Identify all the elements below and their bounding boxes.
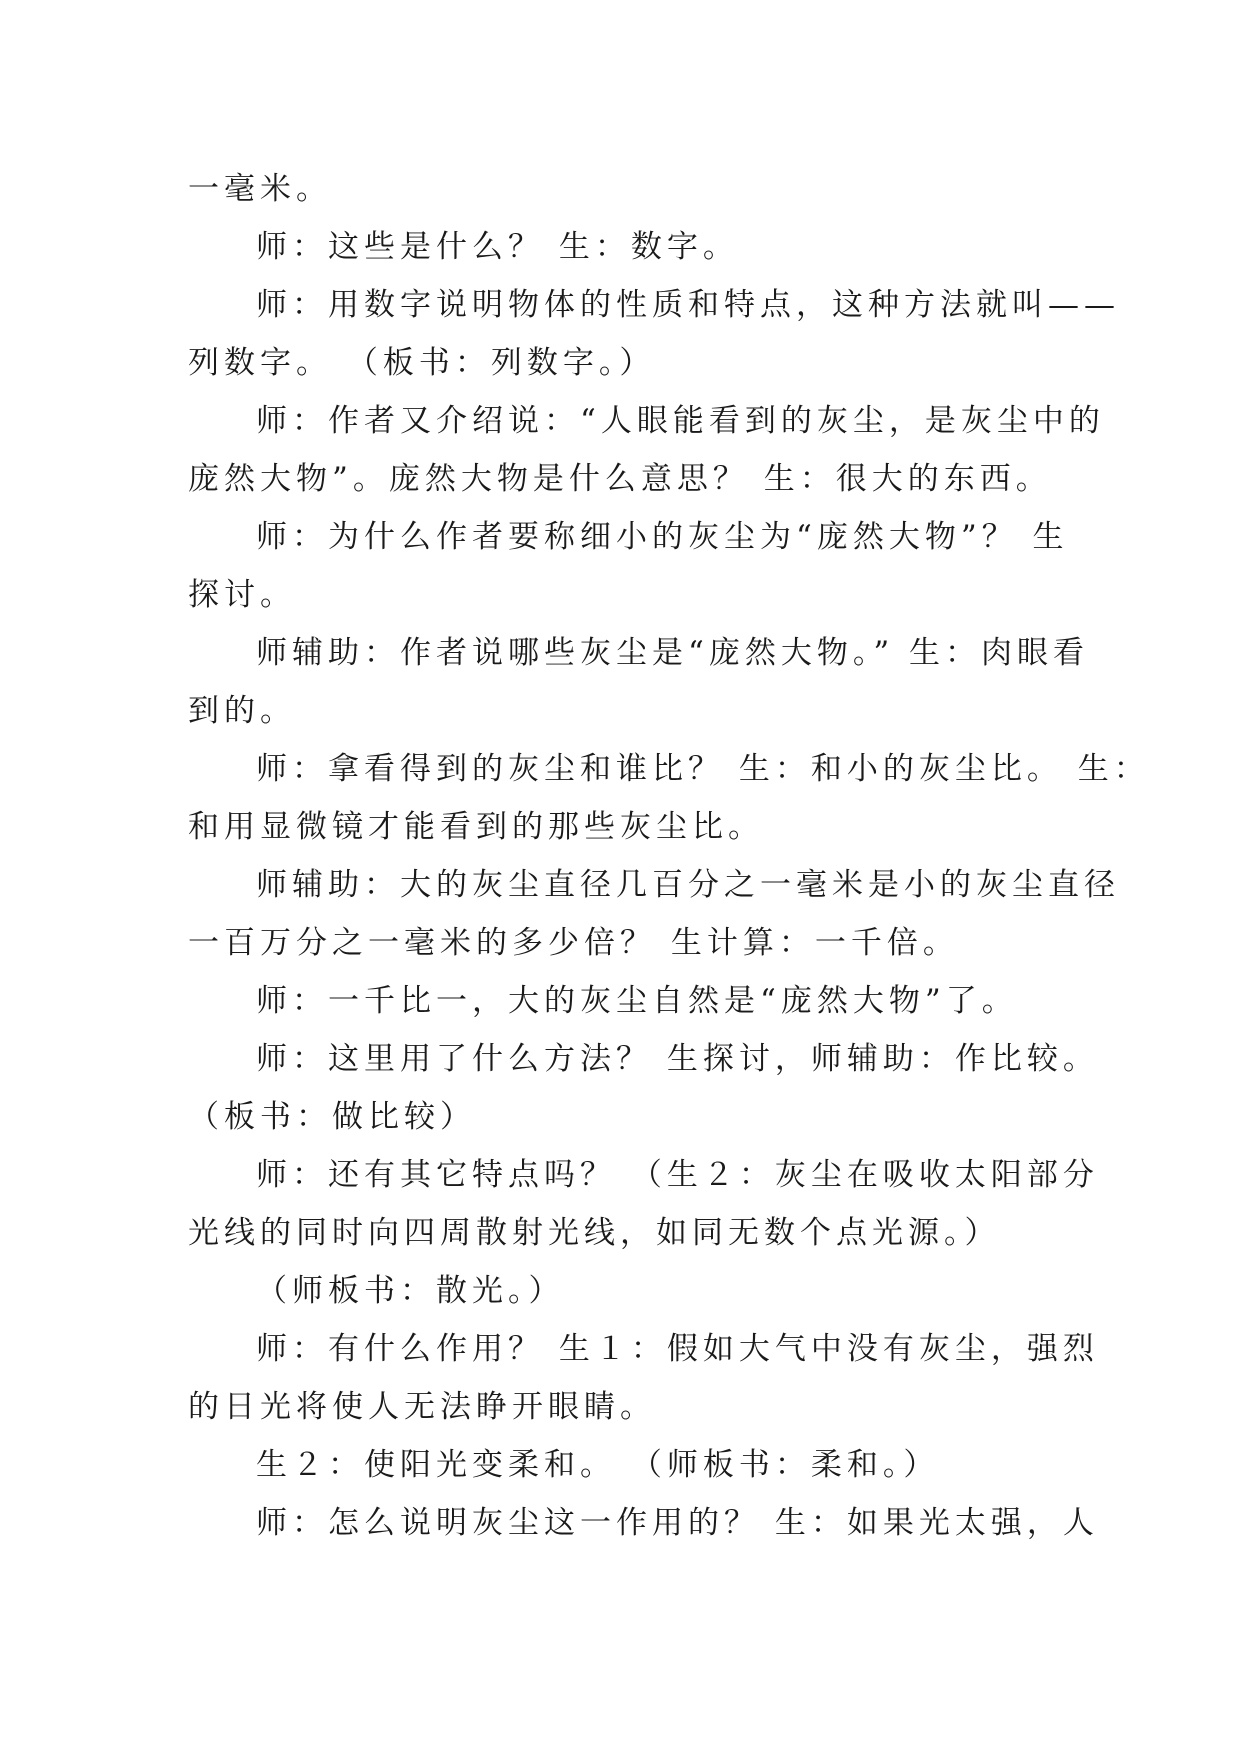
- text-line-24: 师：怎么说明灰尘这一作用的？ 生：如果光太强，人: [256, 1505, 1099, 1541]
- text-line-15: 师：一千比一，大的灰尘自然是“庞然大物”了。: [256, 983, 1018, 1019]
- text-line-11: 师：拿看得到的灰尘和谁比？ 生：和小的灰尘比。 生：: [256, 751, 1150, 787]
- text-line-5: 师：作者又介绍说：“人眼能看到的灰尘，是灰尘中的: [256, 403, 1105, 439]
- text-line-23: 生２：使阳光变柔和。 （师板书：柔和。）: [256, 1447, 940, 1483]
- text-line-8: 探讨。: [188, 577, 296, 613]
- text-line-4: 列数字。 （板书：列数字。）: [188, 345, 656, 381]
- text-line-16: 师：这里用了什么方法？ 生探讨，师辅助：作比较。: [256, 1041, 1099, 1077]
- text-line-10: 到的。: [188, 693, 296, 729]
- text-line-20: （师板书：散光。）: [256, 1273, 565, 1309]
- text-line-22: 的日光将使人无法睁开眼睛。: [188, 1389, 656, 1425]
- text-line-9: 师辅助：作者说哪些灰尘是“庞然大物。” 生：肉眼看: [256, 635, 1090, 671]
- text-line-1: 一毫米。: [188, 171, 332, 207]
- text-body: [188, 160, 1150, 1552]
- text-line-19: 光线的同时向四周散射光线，如同无数个点光源。）: [188, 1215, 1001, 1251]
- text-line-13: 师辅助：大的灰尘直径几百分之一毫米是小的灰尘直径: [256, 867, 1120, 903]
- text-line-6: 庞然大物”。庞然大物是什么意思？ 生：很大的东西。: [188, 461, 1052, 497]
- text-line-7: 师：为什么作者要称细小的灰尘为“庞然大物”？ 生: [256, 519, 1069, 555]
- text-line-3: 师：用数字说明物体的性质和特点，这种方法就叫——: [256, 287, 1120, 323]
- text-line-12: 和用显微镜才能看到的那些灰尘比。: [188, 809, 764, 845]
- text-line-18: 师：还有其它特点吗？ （生２：灰尘在吸收太阳部分: [256, 1157, 1099, 1193]
- text-line-21: 师：有什么作用？ 生１：假如大气中没有灰尘，强烈: [256, 1331, 1099, 1367]
- text-line-17: （板书：做比较）: [188, 1099, 476, 1135]
- text-line-2: 师：这些是什么？ 生：数字。: [256, 229, 739, 265]
- text-line-14: 一百万分之一毫米的多少倍？ 生计算：一千倍。: [188, 925, 959, 961]
